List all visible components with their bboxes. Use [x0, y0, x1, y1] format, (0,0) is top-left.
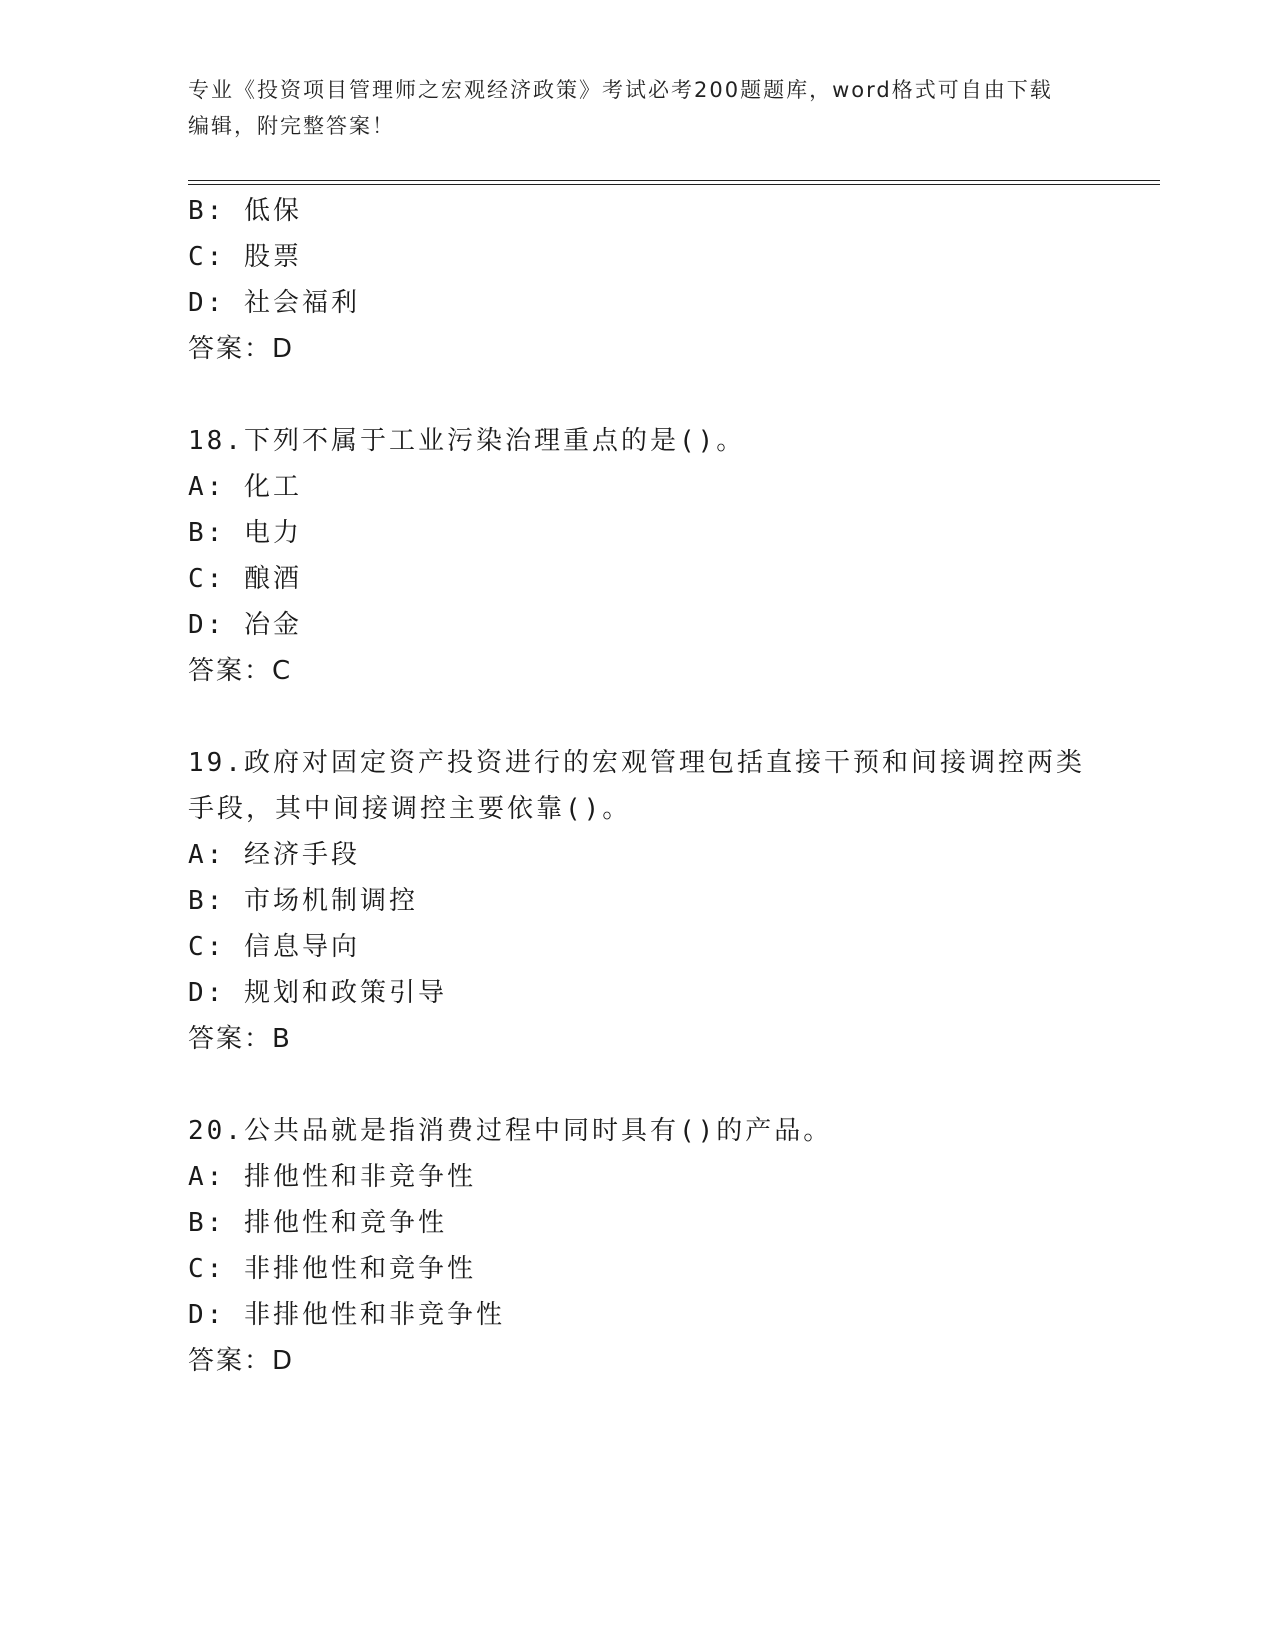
- question-19: [188, 740, 1088, 1062]
- option-b: [188, 510, 1088, 556]
- option-a: [188, 464, 1088, 510]
- option-text: 股票: [243, 242, 302, 272]
- option-text: 信息导向: [243, 932, 360, 962]
- option-key: D:: [188, 978, 226, 1008]
- option-b: [188, 1200, 1088, 1246]
- option-a: [188, 832, 1088, 878]
- spacer: [188, 694, 1088, 740]
- option-text: 非排他性和非竞争性: [243, 1300, 505, 1330]
- option-b: [188, 188, 1088, 234]
- option-key: A:: [188, 472, 226, 502]
- option-text: 经济手段: [243, 840, 360, 870]
- option-key: D:: [188, 288, 226, 318]
- option-text: 非排他性和竞争性: [243, 1254, 476, 1284]
- question-stem: 20.公共品就是指消费过程中同时具有()的产品。: [188, 1116, 833, 1146]
- option-key: B:: [188, 1208, 226, 1238]
- option-key: C:: [188, 242, 226, 272]
- option-key: A:: [188, 1162, 226, 1192]
- answer-line: 答案：D: [188, 334, 295, 364]
- option-c: [188, 924, 1088, 970]
- document-header: 专业《投资项目管理师之宏观经济政策》考试必考200题题库，word格式可自由下载编辑，附完整答案！: [188, 78, 1053, 138]
- option-text: 规划和政策引导: [243, 978, 447, 1008]
- spacer: [188, 372, 1088, 418]
- question-stem-line-2: 手段，其中间接调控主要依靠()。: [188, 794, 632, 824]
- option-text: 化工: [243, 472, 302, 502]
- option-b: [188, 878, 1088, 924]
- option-key: B:: [188, 886, 226, 916]
- answer-line: 答案：C: [188, 656, 293, 686]
- option-d: [188, 280, 1088, 326]
- option-text: 冶金: [243, 610, 302, 640]
- option-text: 社会福利: [243, 288, 360, 318]
- question-20: [188, 1108, 1088, 1384]
- question-18: [188, 418, 1088, 694]
- option-text: 低保: [243, 196, 302, 226]
- prev-question-block: [188, 188, 1088, 372]
- option-key: C:: [188, 1254, 226, 1284]
- spacer: [188, 1062, 1088, 1108]
- option-key: C:: [188, 932, 226, 962]
- answer-line: 答案：D: [188, 1346, 295, 1376]
- option-text: 电力: [243, 518, 302, 548]
- option-d: [188, 970, 1088, 1016]
- option-text: 排他性和非竞争性: [243, 1162, 476, 1192]
- option-a: [188, 1154, 1088, 1200]
- option-key: B:: [188, 196, 226, 226]
- option-c: [188, 234, 1088, 280]
- option-key: D:: [188, 1300, 226, 1330]
- header-rule-bottom: [188, 184, 1160, 185]
- answer-line: 答案：B: [188, 1024, 292, 1054]
- question-stem-line-1: 19.政府对固定资产投资进行的宏观管理包括直接干预和间接调控两类: [188, 748, 1085, 778]
- question-stem: 18.下列不属于工业污染治理重点的是()。: [188, 426, 746, 456]
- option-text: 市场机制调控: [243, 886, 418, 916]
- question-list: [188, 188, 1088, 1384]
- option-c: [188, 1246, 1088, 1292]
- option-key: A:: [188, 840, 226, 870]
- option-c: [188, 556, 1088, 602]
- header-rule-top: [188, 180, 1160, 181]
- option-text: 酿酒: [243, 564, 302, 594]
- option-text: 排他性和竞争性: [243, 1208, 447, 1238]
- option-d: [188, 602, 1088, 648]
- option-key: C:: [188, 564, 226, 594]
- option-key: D:: [188, 610, 226, 640]
- option-key: B:: [188, 518, 226, 548]
- option-d: [188, 1292, 1088, 1338]
